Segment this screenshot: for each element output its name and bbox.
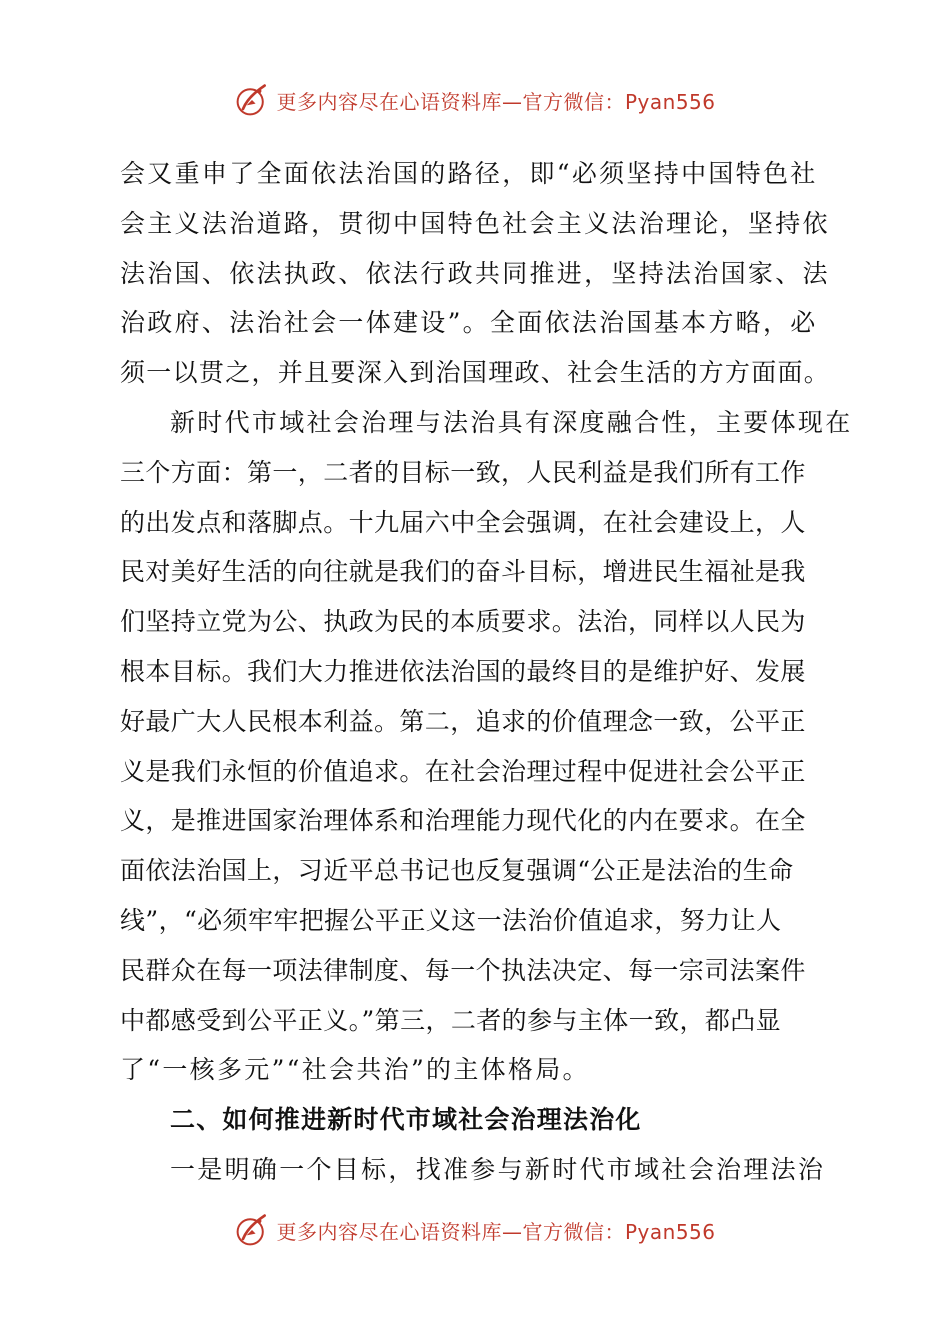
- body-line: 好最广大人民根本利益。第二，追求的价值理念一致，公平正: [120, 706, 806, 736]
- body-line: 的出发点和落脚点。十九届六中全会强调，在社会建设上，人: [120, 507, 806, 537]
- body-line: 须一以贯之，并且要深入到治国理政、社会生活的方方面面。: [120, 358, 831, 388]
- pen-nib-seal-icon: [234, 1212, 270, 1248]
- body-line: 治政府、法治社会一体建设”。全面依法治国基本方略，必: [120, 308, 818, 338]
- paragraph-start-line: 一是明确一个目标，找准参与新时代市域社会治理法治: [170, 1154, 826, 1184]
- body-line: 义是我们永恒的价值追求。在社会治理过程中促进社会公平正: [120, 756, 806, 786]
- pen-nib-seal-icon: [234, 82, 270, 118]
- body-line: 三个方面：第一，二者的目标一致，人民利益是我们所有工作: [120, 457, 806, 487]
- body-line: 了“一核多元”“社会共治”的主体格局。: [120, 1055, 590, 1085]
- section-heading: 二、如何推进新时代市域社会治理法治化: [170, 1105, 642, 1135]
- body-line: 们坚持立党为公、执政为民的本质要求。法治，同样以人民为: [120, 607, 806, 637]
- watermark-text: 更多内容尽在心语资料库—官方微信：Pyan556: [276, 1219, 716, 1244]
- body-line: 根本目标。我们大力推进依法治国的最终目的是维护好、发展: [120, 656, 806, 686]
- body-line: 民群众在每一项法律制度、每一个执法决定、每一宗司法案件: [120, 955, 806, 985]
- body-line: 法治国、依法执政、依法行政共同推进，坚持法治国家、法: [120, 258, 830, 288]
- paragraph-start-line: 新时代市域社会治理与法治具有深度融合性，主要体现在: [170, 407, 853, 437]
- body-line: 线”，“必须牢牢把握公平正义这一法治价值追求，努力让人: [120, 905, 782, 935]
- body-line: 义，是推进国家治理体系和治理能力现代化的内在要求。在全: [120, 806, 806, 836]
- footer-watermark: [0, 1210, 950, 1250]
- body-line: 会主义法治道路，贯彻中国特色社会主义法治理论，坚持依: [120, 208, 830, 238]
- watermark-text: 更多内容尽在心语资料库—官方微信：Pyan556: [276, 89, 716, 114]
- header-watermark: [0, 80, 950, 120]
- document-body: [120, 149, 853, 1195]
- body-line: 会又重申了全面依法治国的路径，即“必须坚持中国特色社: [120, 159, 818, 188]
- body-line: 中都感受到公平正义。”第三，二者的参与主体一致，都凸显: [120, 1005, 782, 1035]
- body-line: 民对美好生活的向往就是我们的奋斗目标，增进民生福祉是我: [120, 557, 806, 587]
- body-line: 面依法治国上，习近平总书记也反复强调“公正是法治的生命: [120, 856, 794, 886]
